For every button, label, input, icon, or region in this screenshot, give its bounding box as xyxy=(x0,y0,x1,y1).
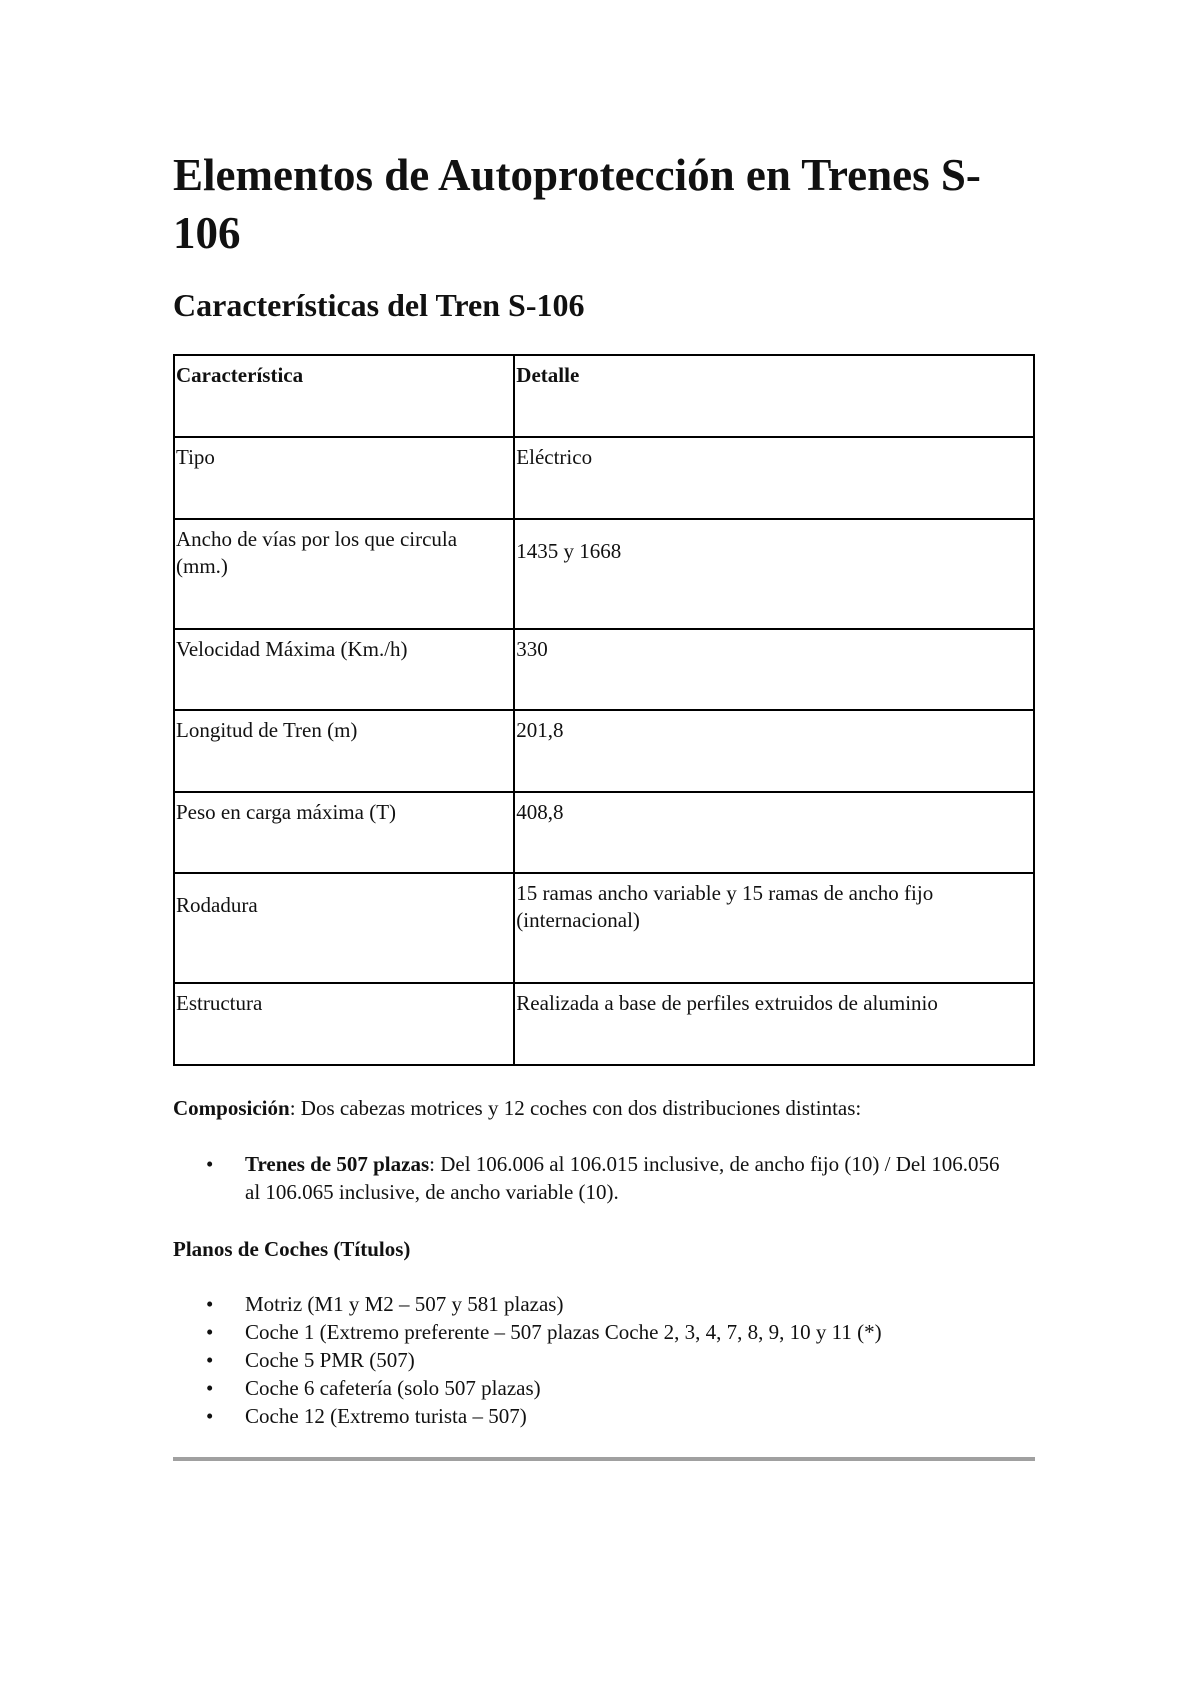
list-item-label: Trenes de 507 plazas xyxy=(245,1152,430,1176)
table-cell: Estructura xyxy=(174,983,514,1065)
document-title: Elementos de Autoprotección en Trenes S-106 xyxy=(173,150,981,258)
table-cell: Rodadura xyxy=(174,873,514,983)
table-cell: 15 ramas ancho variable y 15 ramas de ancho fijo (internacional) xyxy=(514,873,1034,983)
characteristics-table xyxy=(173,354,1035,1066)
table-cell: Velocidad Máxima (Km./h) xyxy=(174,629,514,710)
section-heading: Características del Tren S-106 xyxy=(173,287,585,323)
table-cell: 201,8 xyxy=(514,710,1034,792)
table-header-cell: Característica xyxy=(174,355,514,437)
list-item xyxy=(173,1150,1013,1206)
composition-list xyxy=(173,1150,1013,1206)
composition-label: Composición xyxy=(173,1096,290,1120)
table-row xyxy=(174,710,1034,792)
table-cell: Eléctrico xyxy=(514,437,1034,519)
table-cell: 1435 y 1668 xyxy=(514,519,1034,629)
table-row xyxy=(174,873,1034,983)
table-header-row xyxy=(174,355,1034,437)
table-row xyxy=(174,437,1034,519)
list-item: • Coche 5 PMR (507) xyxy=(173,1346,1035,1374)
plans-list xyxy=(173,1290,1035,1430)
horizontal-divider xyxy=(173,1457,1035,1461)
table-cell: Peso en carga máxima (T) xyxy=(174,792,514,873)
list-item: • Motriz (M1 y M2 – 507 y 581 plazas) xyxy=(173,1290,1035,1318)
table-row xyxy=(174,792,1034,873)
plans-heading: Planos de Coches (Títulos) xyxy=(173,1237,411,1261)
table-row xyxy=(174,519,1034,629)
list-item: • Coche 1 (Extremo preferente – 507 plazas Coche 2, 3, 4, 7, 8, 9, 10 y 11 (*) xyxy=(173,1318,1035,1346)
table-cell: Longitud de Tren (m) xyxy=(174,710,514,792)
table-row xyxy=(174,629,1034,710)
composition-paragraph xyxy=(173,1094,861,1122)
table-cell: Ancho de vías por los que circula (mm.) xyxy=(174,519,514,629)
table-row xyxy=(174,983,1034,1065)
table-cell: Realizada a base de perfiles extruidos de aluminio xyxy=(514,983,1034,1065)
list-item: • Coche 6 cafetería (solo 507 plazas) xyxy=(173,1374,1035,1402)
table-cell: 330 xyxy=(514,629,1034,710)
table-cell: Tipo xyxy=(174,437,514,519)
list-item: • Coche 12 (Extremo turista – 507) xyxy=(173,1402,1035,1430)
table-header-cell: Detalle xyxy=(514,355,1034,437)
list-item-text: : Del 106.006 al 106.015 inclusive, de ancho fijo (10) / Del 106.056 al 106.065 inclusive, de ancho variable (10). xyxy=(245,1152,1000,1204)
composition-text: : Dos cabezas motrices y 12 coches con dos distribuciones distintas: xyxy=(289,1096,862,1120)
table-cell: 408,8 xyxy=(514,792,1034,873)
